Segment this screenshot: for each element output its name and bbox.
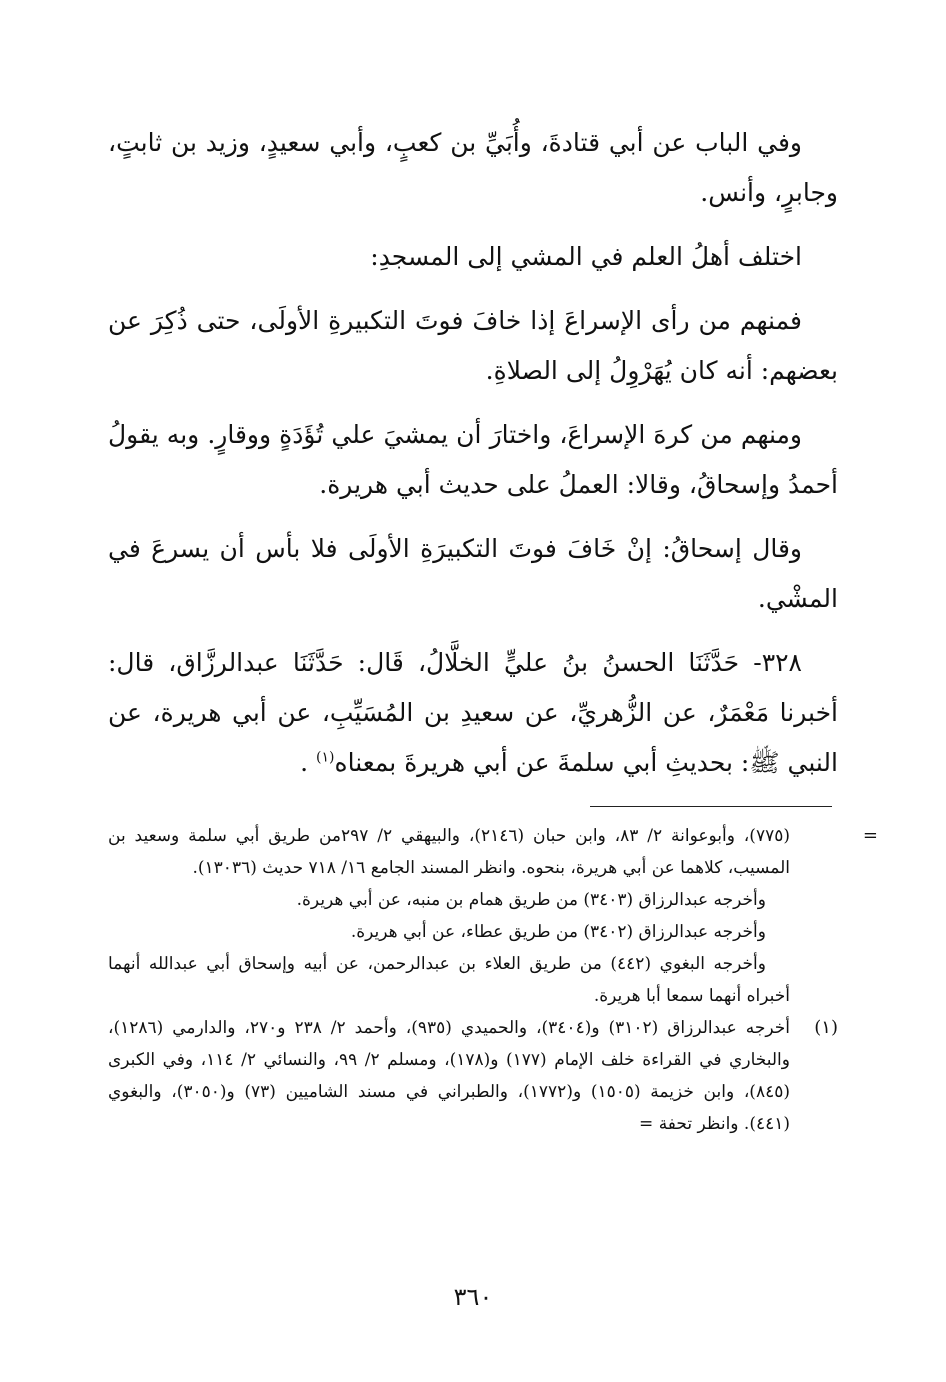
main-text: [108, 118, 838, 798]
footnotes: [108, 820, 878, 1140]
footnote-1-text: أخرجه عبدالرزاق (٣١٠٢) و(٣٤٠٤)، والحميدي (٩٣٥)، وأحمد ٢/ ٢٣٨ و٢٧٠، والدارمي (١٢٨٦)، والبخاري في القراءة خلف الإمام (١٧٧) و(١٧٨)، ومسلم ٢/ ٩٩، والنسائي ٢/ ١١٤، وفي الكبرى (٨٤٥)، وابن خزيمة (١٥٠٥) و(١٧٧٢)، والطبراني في مسند الشاميين (٧٣) و(٣٠٥٠)، والبغوي (٤٤١). وانظر تحفة =: [108, 1018, 790, 1134]
paragraph-chapter-refs: وفي الباب عن أبي قتادةَ، وأُبَيِّ بن كعبٍ، وأبي سعيدٍ، وزيد بن ثابتٍ، وجابرٍ، وأنس.: [108, 128, 838, 207]
hadith-text: ٣٢٨- حَدَّثَنَا الحسنُ بنُ عليٍّ الخلَّالُ، قَال: حَدَّثَنَا عبدالرزَّاق، قال: أخبرنا مَعْمَرٌ، عن الزُّهريِّ، عن سعيدِ بن المُسَيِّبِ، عن أبي هريرة، عن النبي ﷺ: بحديثِ أبي سلمةَ عن أبي هريرةَ بمعناه: [108, 648, 838, 777]
paragraph-scholars-differ: اختلف أهلُ العلم في المشي إلى المسجدِ:: [370, 242, 802, 271]
footnote-separator: [590, 806, 832, 807]
paragraph-ishaq-view: وقال إسحاقُ: إنْ خَافَ فوتَ التكبيرَةِ الأولَى فلا بأس أن يسرعَ في المشْي.: [108, 534, 838, 613]
hadith-end: .: [300, 748, 317, 777]
hadith-328: [108, 638, 838, 788]
footnote-ref-1[interactable]: (١): [316, 749, 335, 766]
footnote-subnote-3: وأخرجه البغوي (٤٤٢) من طريق العلاء بن عبدالرحمن، عن أبيه وإسحاق أبي عبدالله أنهما أخبراه أنهما سمعا أبا هريرة.: [108, 954, 790, 1006]
continuation-marker: =: [862, 825, 878, 846]
page-number: ٣٦٠: [453, 1283, 493, 1311]
continuation-text: (٧٧٥)، وأبوعوانة ٢/ ٨٣، وابن حبان (٢١٤٦)، والبيهقي ٢/ ٢٩٧من طريق أبي سلمة وسعيد بن المسيب، كلاهما عن أبي هريرة، بنحوه. وانظر المسند الجامع ١٦/ ٧١٨ حديث (١٣٠٣٦).: [108, 826, 790, 878]
paragraph-hastening-view: فمنهم من رأى الإسراعَ إذا خافَ فوتَ التكبيرةِ الأولَى، حتى ذُكِرَ عن بعضهم: أنه كان يُهَرْوِلُ إلى الصلاةِ.: [108, 306, 838, 385]
footnote-1-marker: (١): [814, 1017, 838, 1038]
footnote-continuation: [108, 820, 878, 884]
paragraph-calm-view: ومنهم من كرهَ الإسراعَ، واختارَ أن يمشيَ علي تُؤَدَةٍ ووقارٍ. وبه يقولُ أحمدُ وإسحاقُ، وقالا: العملُ على حديث أبي هريرة.: [108, 420, 838, 499]
footnote-subnote-2: وأخرجه عبدالرزاق (٣٤٠٢) من طريق عطاء، عن أبي هريرة.: [350, 922, 766, 942]
footnote-subnote-1: وأخرجه عبدالرزاق (٣٤٠٣) من طريق همام بن منبه، عن أبي هريرة.: [296, 890, 766, 910]
footnote-1: [108, 1012, 838, 1140]
